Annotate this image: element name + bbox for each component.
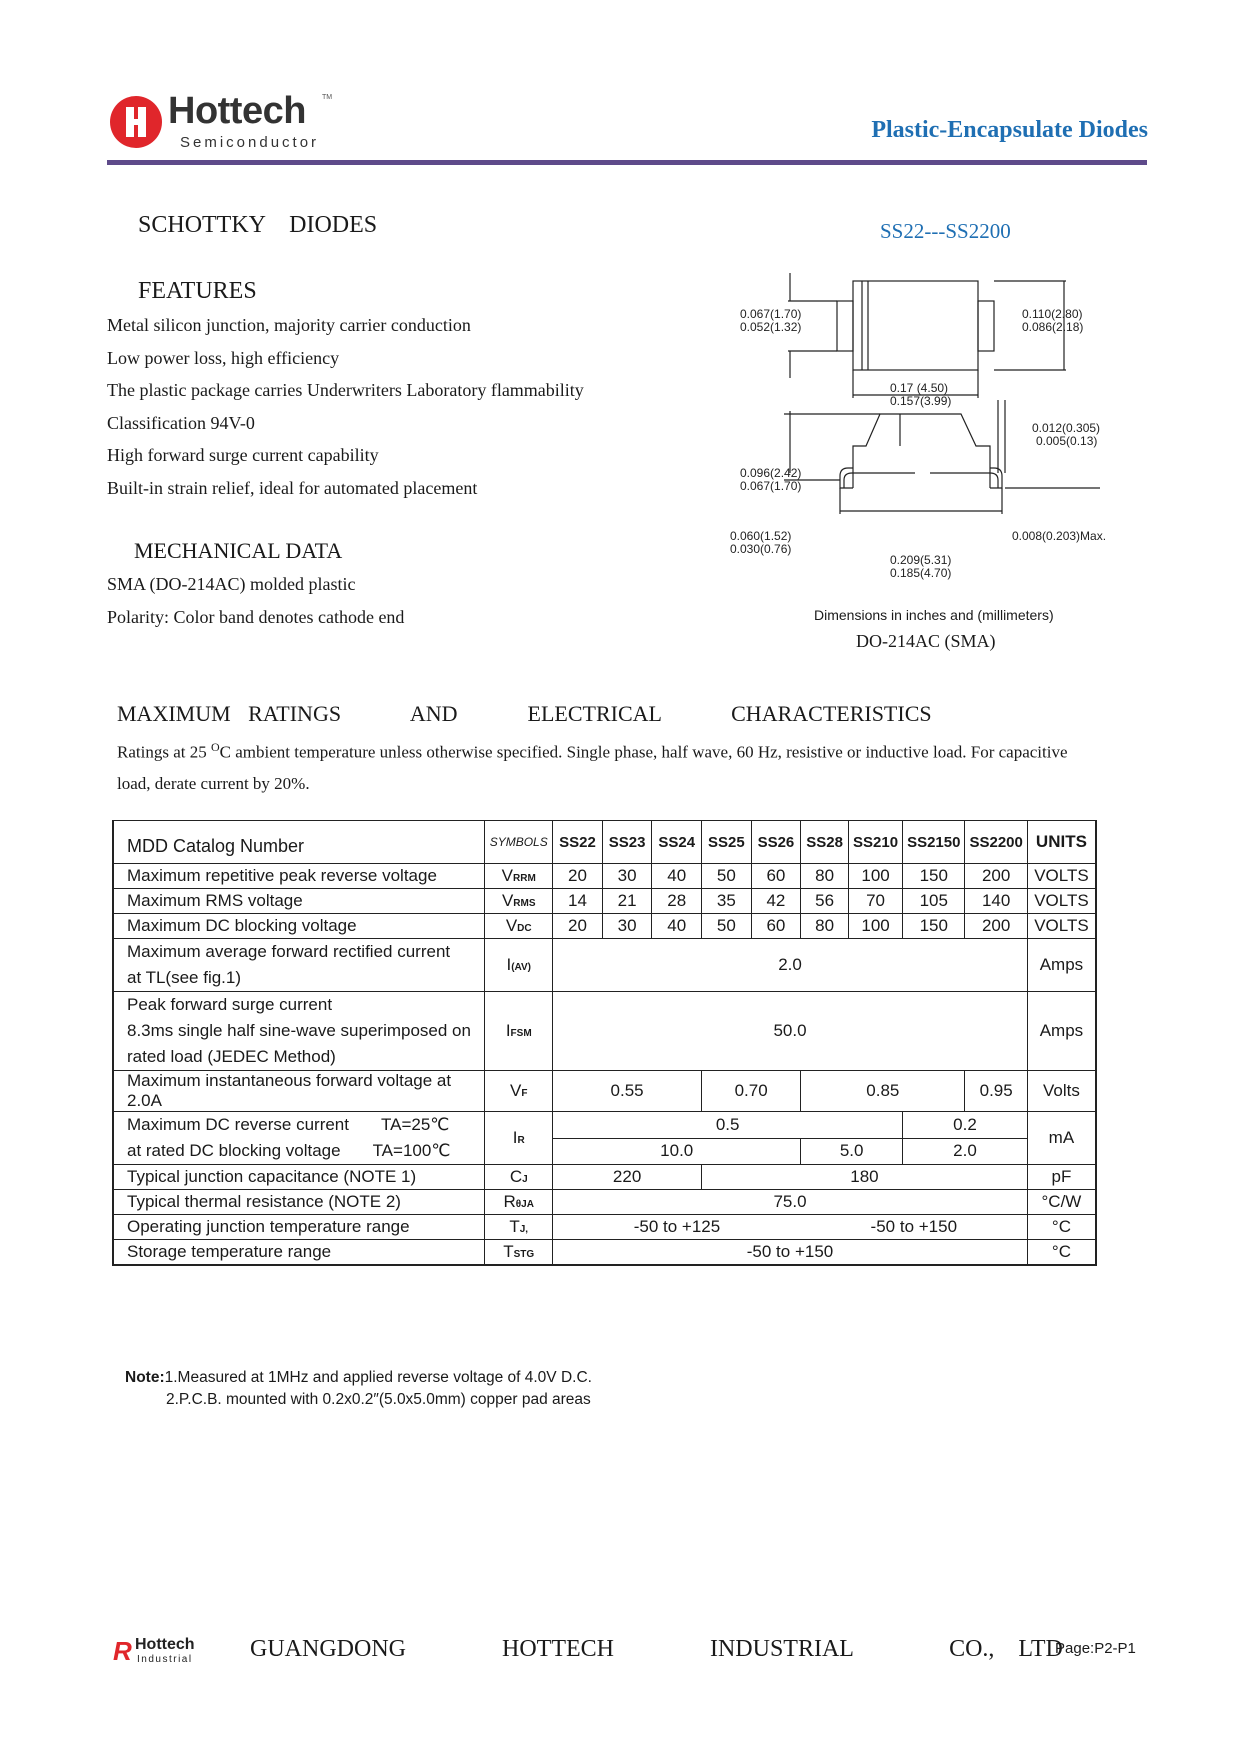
row-unit: VOLTS: [1027, 864, 1096, 889]
table-cell: 40: [652, 864, 702, 889]
row-unit: °C: [1027, 1215, 1096, 1240]
row-label: Maximum average forward rectified current at TL(see fig.1): [113, 939, 485, 992]
table-row: [113, 1240, 1096, 1266]
note-1: 1.Measured at 1MHz and applied reverse voltage of 4.0V D.C.: [164, 1369, 592, 1386]
row-label: Peak forward surge current 8.3ms single half sine-wave superimposed on rated load (JEDEC Method): [113, 992, 485, 1071]
row-symbol: I(AV): [485, 939, 553, 992]
footer-company-name: GUANGDONG HOTTECH INDUSTRIAL CO., LTD: [250, 1636, 1063, 1662]
mechanical-item: Polarity: Color band denotes cathode end: [107, 606, 405, 627]
table-cell: 21: [602, 889, 652, 914]
table-cell: 28: [652, 889, 702, 914]
footer-logo: [113, 1636, 213, 1666]
row-symbol: TSTG: [485, 1240, 553, 1266]
row-symbol: IR: [485, 1112, 553, 1165]
ratings-note-pre: Ratings at 25: [117, 742, 211, 762]
table-cell: 75.0: [553, 1190, 1028, 1215]
logo-subtitle: Semiconductor: [180, 134, 320, 151]
dim-label: 0.005(0.13): [1036, 434, 1098, 448]
part-header: SS22: [553, 821, 603, 864]
part-header: SS23: [602, 821, 652, 864]
degree-symbol: O: [210, 740, 220, 754]
logo-name: Hottech: [168, 90, 306, 132]
feature-item: Low power loss, high efficiency: [107, 347, 340, 368]
row-label: Operating junction temperature range: [113, 1215, 485, 1240]
header-divider: [107, 160, 1147, 165]
row-unit: Amps: [1027, 992, 1096, 1071]
table-cell: 50: [702, 914, 752, 939]
table-cell: 2.0: [903, 1138, 1028, 1165]
ratings-note-post: ambient temperature unless otherwise specified. Single phase, half wave, 60 Hz, resistive or inductive load. For capacitive load, derate current by 20%.: [117, 742, 1068, 793]
table-row: [113, 864, 1096, 889]
dim-label: 0.185(4.70): [890, 566, 952, 580]
table-cell: 20: [553, 864, 603, 889]
row-unit: VOLTS: [1027, 889, 1096, 914]
mechanical-heading: MECHANICAL DATA: [134, 538, 343, 563]
table-cell: 56: [801, 889, 849, 914]
celsius-letter: C: [219, 742, 231, 762]
table-cell: 70: [849, 889, 903, 914]
table-cell: 200: [965, 914, 1027, 939]
part-header: SS25: [702, 821, 752, 864]
table-row: [113, 1112, 1096, 1139]
row-symbol: VRMS: [485, 889, 553, 914]
table-cell: 150: [903, 864, 965, 889]
table-cell: 2.0: [553, 939, 1028, 992]
table-row: [113, 939, 1096, 992]
notes: [125, 1367, 592, 1411]
table-cell: 60: [751, 914, 801, 939]
mechanical-item: SMA (DO-214AC) molded plastic: [107, 574, 356, 594]
table-row: [113, 1071, 1096, 1112]
feature-item: The plastic package carries Underwriters Laboratory flammability: [107, 380, 584, 400]
dim-label: 0.110(2.80): [1022, 307, 1083, 321]
table-cell: -50 to +150: [553, 1240, 1028, 1266]
table-cell: 140: [965, 889, 1027, 914]
table-cell: 42: [751, 889, 801, 914]
row-unit: °C/W: [1027, 1190, 1096, 1215]
mechanical-list: [107, 568, 404, 633]
part-header: SS24: [652, 821, 702, 864]
part-header: SS2200: [965, 821, 1027, 864]
part-header: SS2150: [903, 821, 965, 864]
table-row: [113, 1215, 1096, 1240]
side-view-drawing: [784, 400, 1100, 514]
package-outline-diagram: [730, 268, 1140, 598]
row-symbol: VRRM: [485, 864, 553, 889]
product-type-title: SCHOTTKY DIODES: [138, 212, 378, 238]
table-cell: 180: [702, 1165, 1028, 1190]
row-symbol: RθJA: [485, 1190, 553, 1215]
table-cell: 20: [553, 914, 603, 939]
footer-logo-sub: Industrial: [137, 1654, 193, 1665]
feature-item: High forward surge current capability: [107, 445, 379, 465]
row-unit: mA: [1027, 1112, 1096, 1165]
table-header-row: [113, 821, 1096, 864]
table-cell: 35: [702, 889, 752, 914]
diagram-caption: Dimensions in inches and (millimeters): [814, 607, 1054, 623]
table-cell: 0.55: [553, 1071, 702, 1112]
table-cell: 40: [652, 914, 702, 939]
dim-label: 0.17 (4.50): [890, 381, 949, 395]
dim-label: 0.209(5.31): [890, 553, 952, 567]
table-cell: 30: [602, 914, 652, 939]
dim-label: 0.067(1.70): [740, 479, 802, 493]
row-label: Maximum repetitive peak reverse voltage: [113, 864, 485, 889]
part-header: SS210: [849, 821, 903, 864]
page-number: Page:P2-P1: [1055, 1640, 1136, 1657]
company-logo: [110, 92, 340, 154]
features-list: [107, 309, 584, 504]
specifications-table: [112, 820, 1097, 1266]
dim-label: 0.012(0.305): [1032, 421, 1101, 435]
notes-label: Note:: [125, 1369, 165, 1386]
row-symbol: VDC: [485, 914, 553, 939]
hottech-logo-icon: [110, 96, 162, 148]
table-row: [113, 914, 1096, 939]
row-unit: Amps: [1027, 939, 1096, 992]
table-cell: 100: [849, 864, 903, 889]
footer-logo-icon: R: [113, 1636, 132, 1666]
table-cell: 0.95: [965, 1071, 1027, 1112]
table-cell: 0.2: [903, 1112, 1028, 1139]
part-header: SS28: [801, 821, 849, 864]
dim-label: 0.030(0.76): [730, 542, 792, 556]
dimension-labels: [730, 307, 1106, 580]
dim-label: 0.096(2.42): [740, 466, 802, 480]
note-2: 2.P.C.B. mounted with 0.2x0.2″(5.0x5.0mm) copper pad areas: [166, 1391, 591, 1408]
max-ratings-heading: MAXIMUM RATINGS AND ELECTRICAL CHARACTERISTICS: [117, 701, 932, 726]
table-cell: 10.0: [553, 1138, 801, 1165]
table-row: [113, 889, 1096, 914]
row-unit: Volts: [1027, 1071, 1096, 1112]
table-cell: 50: [702, 864, 752, 889]
row-label: Maximum DC blocking voltage: [113, 914, 485, 939]
table-row: [113, 1165, 1096, 1190]
table-cell: 5.0: [801, 1138, 903, 1165]
row-symbol: CJ: [485, 1165, 553, 1190]
ratings-note: [117, 732, 1087, 799]
table-cell: 100: [849, 914, 903, 939]
catalog-header: MDD Catalog Number: [113, 821, 485, 864]
table-cell: 50.0: [553, 992, 1028, 1071]
table-cell: 0.5: [553, 1112, 903, 1139]
part-header: SS26: [751, 821, 801, 864]
dim-label: 0.086(2.18): [1022, 320, 1084, 334]
row-label: Maximum instantaneous forward voltage at 2.0A: [113, 1071, 485, 1112]
dim-label: 0.060(1.52): [730, 529, 792, 543]
dim-label: 0.067(1.70): [740, 307, 802, 321]
table-cell: -50 to +150: [801, 1215, 1028, 1240]
table-cell: 0.85: [801, 1071, 965, 1112]
table-cell: 30: [602, 864, 652, 889]
feature-item: Built-in strain relief, ideal for automated placement: [107, 477, 478, 498]
table-cell: 60: [751, 864, 801, 889]
dim-label: 0.157(3.99): [890, 394, 952, 408]
dim-label: 0.052(1.32): [740, 320, 802, 334]
units-header: UNITS: [1027, 821, 1096, 864]
row-symbol: IFSM: [485, 992, 553, 1071]
table-cell: 80: [801, 914, 849, 939]
row-label: Maximum RMS voltage: [113, 889, 485, 914]
row-symbol: VF: [485, 1071, 553, 1112]
header-title: Plastic-Encapsulate Diodes: [871, 117, 1148, 143]
package-name: DO-214AC (SMA): [856, 631, 996, 651]
row-label: Storage temperature range: [113, 1240, 485, 1266]
row-symbol: TJ,: [485, 1215, 553, 1240]
table-cell: 80: [801, 864, 849, 889]
table-cell: -50 to +125: [553, 1215, 801, 1240]
part-range-title: SS22---SS2200: [880, 219, 1011, 243]
logo-trademark: TM: [322, 94, 333, 101]
row-unit: °C: [1027, 1240, 1096, 1266]
table-cell: 105: [903, 889, 965, 914]
table-row: [113, 1190, 1096, 1215]
feature-item: Metal silicon junction, majority carrier conduction: [107, 315, 471, 335]
dim-label: 0.008(0.203)Max.: [1012, 529, 1107, 543]
table-cell: 200: [965, 864, 1027, 889]
table-row: [113, 992, 1096, 1071]
features-heading: FEATURES: [138, 278, 257, 304]
feature-item: Classification 94V-0: [107, 412, 255, 433]
symbols-header: SYMBOLS: [485, 821, 553, 864]
footer-logo-name: Hottech: [135, 1636, 195, 1653]
row-unit: VOLTS: [1027, 914, 1096, 939]
row-label: Typical thermal resistance (NOTE 2): [113, 1190, 485, 1215]
row-label: Maximum DC reverse current TA=25℃ at rated DC blocking voltage TA=100℃: [113, 1112, 485, 1165]
row-label: Typical junction capacitance (NOTE 1): [113, 1165, 485, 1190]
table-cell: 14: [553, 889, 603, 914]
table-cell: 0.70: [702, 1071, 801, 1112]
table-cell: 220: [553, 1165, 702, 1190]
top-view-drawing: [788, 273, 1066, 398]
table-cell: 150: [903, 914, 965, 939]
row-unit: pF: [1027, 1165, 1096, 1190]
